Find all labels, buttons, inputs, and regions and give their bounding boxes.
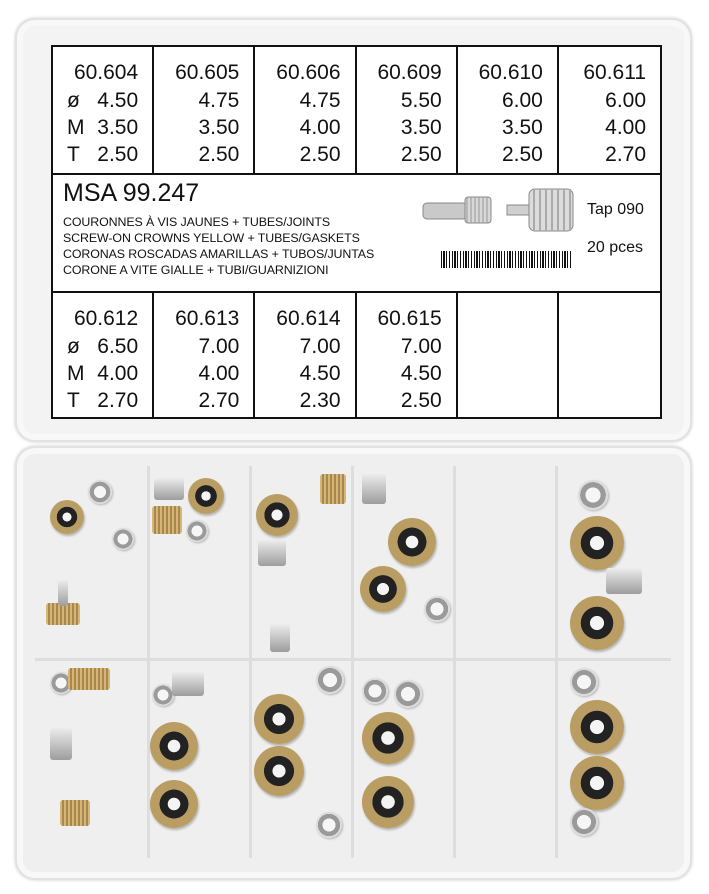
crown <box>360 566 406 612</box>
size-cell: 60.611 6.00 4.00 2.70 <box>583 61 647 166</box>
crown <box>570 516 624 570</box>
crown-side <box>320 474 346 504</box>
tube-side <box>154 478 184 500</box>
tube <box>88 480 112 504</box>
crown <box>254 746 304 796</box>
tube <box>570 808 598 836</box>
crown-and-tube-illustration <box>421 181 581 243</box>
size-cell: 60.613 7.00 4.00 2.70 <box>154 293 255 419</box>
description-en: SCREW-ON CROWNS YELLOW + TUBES/GASKETS <box>63 231 360 245</box>
tube-side <box>50 728 72 760</box>
size-table-bottom <box>53 291 660 419</box>
crown <box>570 596 624 650</box>
crown <box>254 694 304 744</box>
crown-side <box>152 506 182 534</box>
piece-count: 20 pces <box>587 239 644 256</box>
crown <box>150 780 198 828</box>
empty-cell <box>559 293 660 419</box>
tube <box>316 812 342 838</box>
description-fr: COURONNES À VIS JAUNES + TUBES/JOINTS <box>63 215 331 229</box>
tube-side <box>270 624 290 652</box>
empty-cell <box>458 293 559 419</box>
crown <box>150 722 198 770</box>
crown <box>362 776 414 828</box>
tube-side <box>258 540 286 566</box>
crown <box>188 478 224 514</box>
tube <box>362 678 388 704</box>
crown <box>362 712 414 764</box>
size-cell: 60.605 4.75 3.50 2.50 <box>154 47 255 173</box>
product-label <box>51 45 662 419</box>
size-cell: 60.609 5.50 3.50 2.50 <box>357 47 458 173</box>
crown <box>388 518 436 566</box>
size-cell: 60.604 ø M T 4.50 3.50 2.50 <box>53 47 154 173</box>
barcode <box>441 251 573 268</box>
size-cell: 60.612 ø M T 6.50 4.00 2.70 <box>53 293 154 419</box>
crown-side <box>60 800 90 826</box>
crown <box>50 500 84 534</box>
tube-side <box>362 474 386 504</box>
divider <box>249 466 252 858</box>
product-title: MSA 99.247 <box>63 179 200 207</box>
divider <box>453 466 456 858</box>
divider <box>351 466 354 858</box>
tube <box>424 596 450 622</box>
divider <box>35 658 671 661</box>
size-cell: 60.614 7.00 4.50 2.30 <box>255 293 356 419</box>
size-cell: 60.610 6.00 3.50 2.50 <box>458 47 559 173</box>
crown <box>570 700 624 754</box>
tube <box>394 680 422 708</box>
crown-side <box>68 668 110 690</box>
tube <box>570 668 598 696</box>
size-cell: 60.606 4.75 4.00 2.50 <box>255 47 356 173</box>
tube <box>152 684 174 706</box>
tube <box>186 520 208 542</box>
tube-side <box>172 672 204 696</box>
description-es: CORONAS ROSCADAS AMARILLAS + TUBOS/JUNTAS <box>63 247 375 261</box>
description-it: CORONE A VITE GIALLE + TUBI/GUARNIZIONI <box>63 263 329 277</box>
tube <box>112 528 134 550</box>
tap-number: Tap 090 <box>587 201 644 218</box>
tube <box>316 666 344 694</box>
crown <box>256 494 298 536</box>
crown <box>570 756 624 810</box>
size-table-top <box>53 47 660 175</box>
tube-side <box>606 568 642 594</box>
divider <box>555 466 558 858</box>
tube <box>578 480 608 510</box>
tube-side <box>58 580 68 606</box>
label-description <box>53 173 660 291</box>
size-cell: 60.615 7.00 4.50 2.50 <box>357 293 458 419</box>
crown-side <box>46 603 80 625</box>
